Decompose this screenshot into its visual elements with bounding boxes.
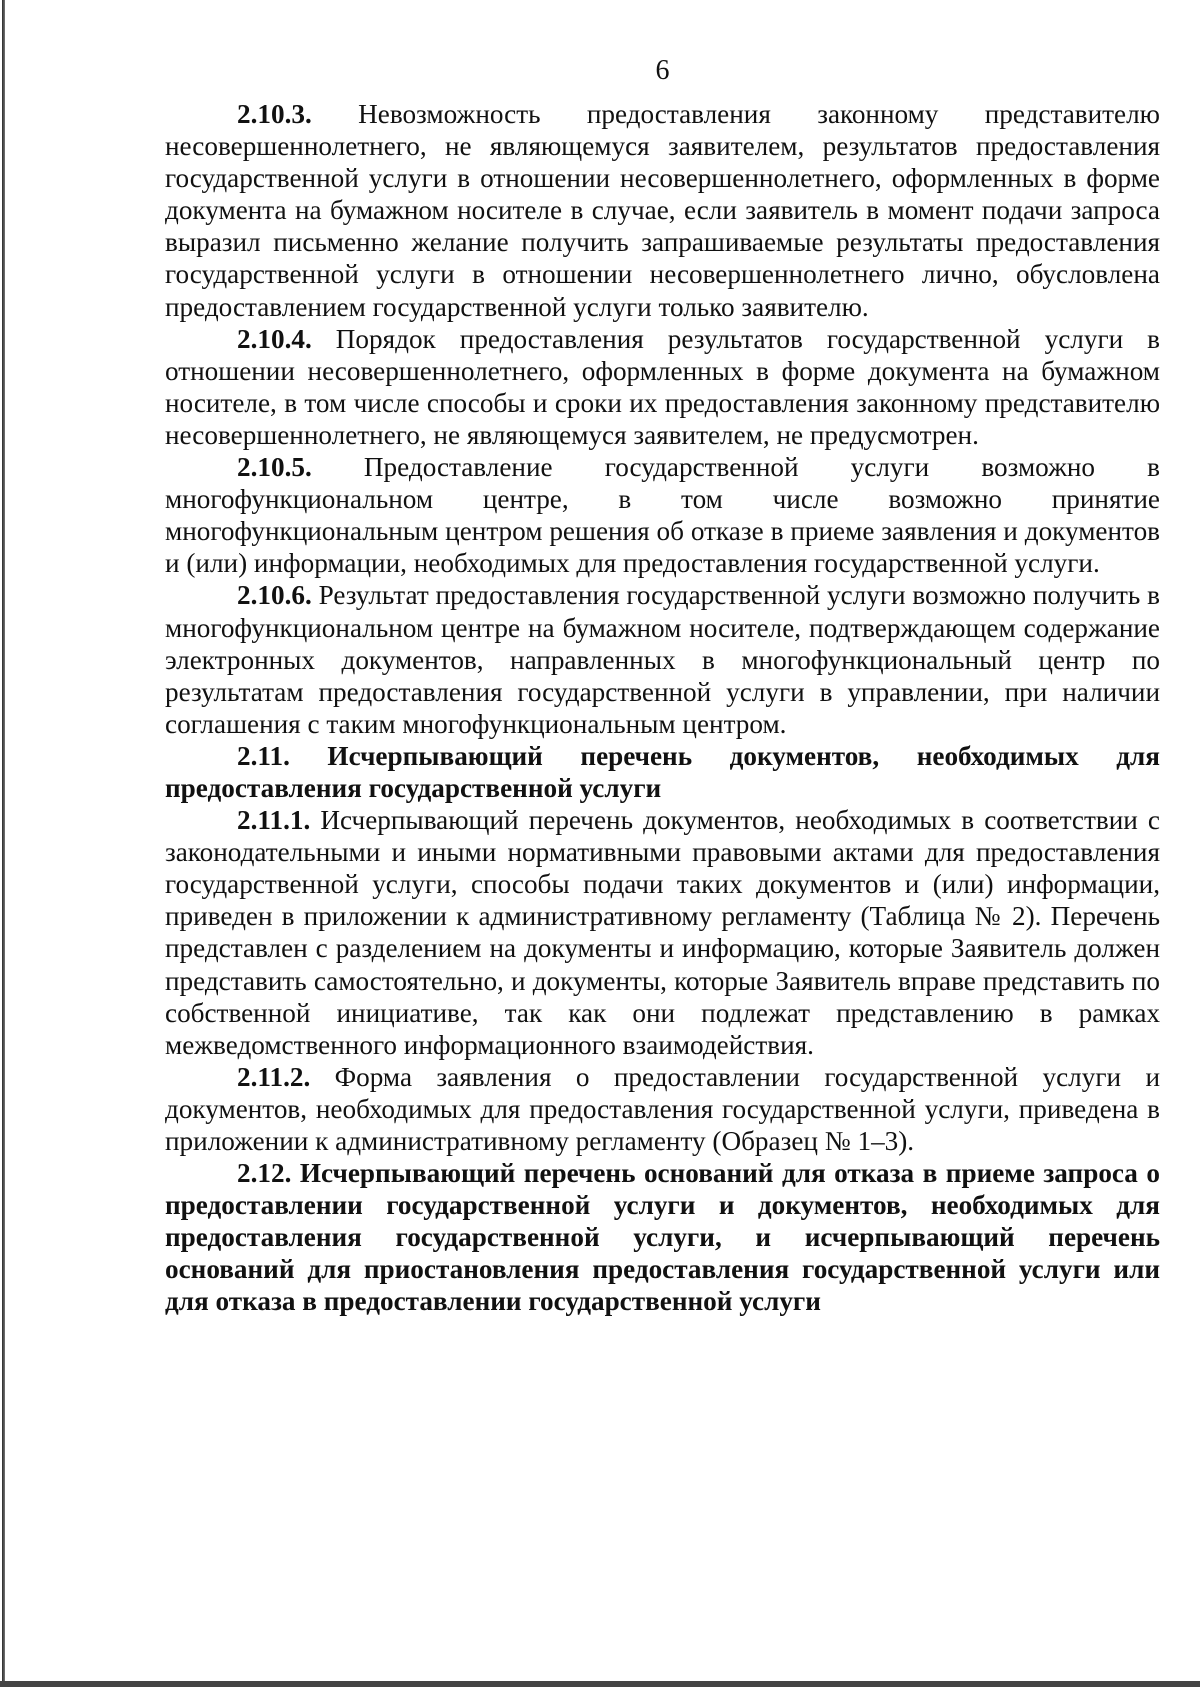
paragraph-2-11-1 — [165, 804, 1160, 1061]
paragraph-text: Исчерпывающий перечень документов, необходимых в соответствии с законодательными и иными нормативными правовыми актами для предоставления государственной услуги, способы подачи таких документов и (или) информации, приведен в приложении к административному регламенту (Таблица № 2). Перечень представлен с разделением на документы и информацию, которые Заявитель должен представить самостоятельно, и документы, которые Заявитель вправе представить по собственной инициативе, так как они подлежат представлению в рамках межведомственного информационного взаимодействия. — [165, 805, 1160, 1060]
paragraph-text: Результат предоставления государственной услуги возможно получить в многофункциональном центре на бумажном носителе, подтверждающем содержание электронных документов, направленных в многофункциональный центр по результатам предоставления государственной услуги в управлении, при наличии соглашения с таким многофункциональным центром. — [165, 580, 1160, 739]
section-heading-2-12 — [165, 1157, 1160, 1317]
document-page — [165, 52, 1160, 1318]
scan-edge-left — [2, 0, 5, 1687]
paragraph-number: 2.10.6. — [237, 580, 312, 611]
paragraph-number: 2.11.2. — [237, 1061, 311, 1092]
paragraph-2-10-4 — [165, 323, 1160, 451]
paragraph-text: Невозможность предоставления законному представителю несовершеннолетнего, не являющемуся заявителем, результатов предоставления государственной услуги в отношении несовершеннолетнего, оформленных в форме документа на бумажном носителе в случае, если заявитель в момент подачи запроса выразил письменно желание получить запрашиваемые результаты предоставления государственной услуги в отношении несовершеннолетнего лично, обусловлена предоставлением государственной услуги только заявителю. — [165, 99, 1160, 322]
paragraph-text: Порядок предоставления результатов государственной услуги в отношении несовершеннолетнего, оформленных в форме документа на бумажном носителе, в том числе способы и сроки их предоставления законному представителю несовершеннолетнего, не являющемуся заявителем, не предусмотрен. — [165, 323, 1160, 450]
paragraph-text: Форма заявления о предоставлении государственной услуги и документов, необходимых для предоставления государственной услуги, приведена в приложении к административному регламенту (Образец № 1–3). — [165, 1061, 1160, 1156]
paragraph-2-10-3 — [165, 98, 1160, 323]
section-number: 2.12. — [237, 1158, 292, 1189]
section-title: Исчерпывающий перечень документов, необходимых для предоставления государственной услуги — [165, 740, 1160, 803]
paragraph-number: 2.10.3. — [237, 99, 312, 129]
paragraph-2-10-5 — [165, 451, 1160, 579]
section-heading-2-11 — [165, 740, 1160, 804]
section-title: Исчерпывающий перечень оснований для отказа в приеме запроса о предоставлении государственной услуги и документов, необходимых для предоставления государственной услуги, и исчерпывающий перечень оснований для приостановления предоставления государственной услуги или для отказа в предоставлении государственной услуги — [165, 1158, 1160, 1317]
scan-edge-bottom — [0, 1681, 1200, 1687]
section-number: 2.11. — [237, 740, 290, 771]
paragraph-number: 2.10.5. — [237, 452, 312, 483]
paragraph-number: 2.11.1. — [237, 805, 311, 836]
paragraph-text: Предоставление государственной услуги возможно в многофункциональном центре, в том числе возможно принятие многофункциональным центром решения об отказе в приеме заявления и документов и (или) информации, необходимых для предоставления государственной услуги. — [165, 452, 1160, 579]
page-number: 6 — [655, 55, 670, 86]
paragraph-2-10-6 — [165, 579, 1160, 739]
paragraph-2-11-2 — [165, 1061, 1160, 1157]
paragraph-number: 2.10.4. — [237, 323, 312, 354]
